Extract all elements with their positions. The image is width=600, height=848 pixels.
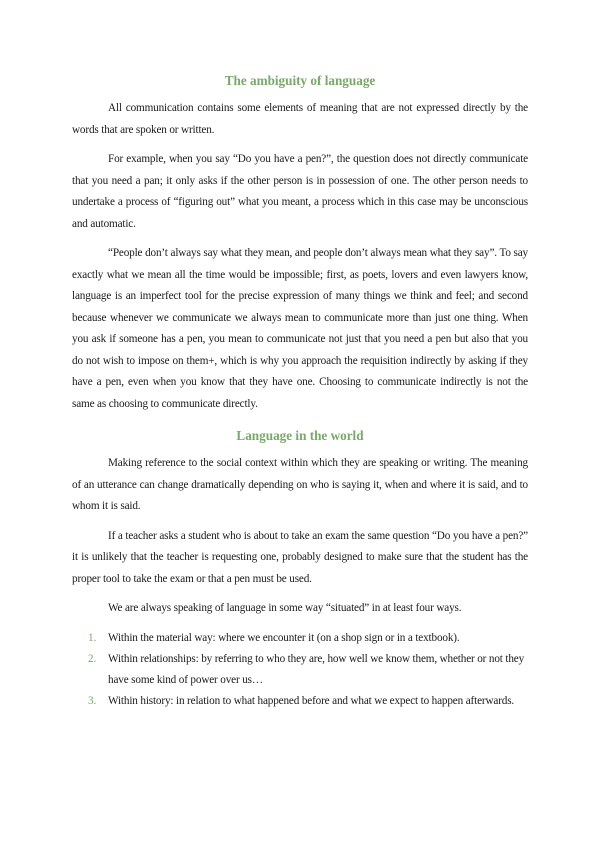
list-item-text: Within history: in relation to what happened before and what we expect to happen afterwards.: [108, 695, 515, 707]
paragraph-1: All communication contains some elements of meaning that are not expressed directly by the words that are spoken or written.: [72, 102, 528, 136]
paragraph-4: Making reference to the social context within which they are speaking or writing. The meaning of an utterance can change dramatically depending on who is saying it, when and where it is said, and to whom it is said.: [72, 457, 528, 512]
paragraph-3: “People don’t always say what they mean, and people don’t always mean what they say”. To say exactly what we mean all the time would be impossible; first, as poets, lovers and even lawyers know, language is an imperfect tool for the precise expression of many things we think and feel; and second because whenever we communicate we always mean to communicate more than just one thing. When you ask if someone has a pen, you mean to communicate not just that you need a pen but also that you do not wish to impose on them+, which is why you approach the requisition indirectly by asking if they have a pen, even when you know that they have one. Choosing to communicate indirectly is not the same as choosing to communicate directly.: [72, 247, 528, 410]
numbered-list: [72, 628, 528, 712]
paragraph-5: If a teacher asks a student who is about to take an exam the same question “Do you have a pen?” it is unlikely that the teacher is requesting one, probably designed to make sure that the student has the proper tool to take the exam or that a pen must be used.: [72, 529, 528, 585]
list-item-number: 2.: [88, 653, 97, 665]
list-item: [72, 691, 528, 712]
list-item-number: 1.: [88, 631, 97, 644]
list-item-text: Within relationships: by referring to who they are, how well we know them, whether or not they have some kind of power over us…: [108, 653, 525, 686]
list-item: [72, 649, 528, 690]
list-item: [72, 628, 528, 649]
document-content: [72, 68, 528, 713]
list-item-number: 3.: [88, 695, 97, 707]
paragraph-2: For example, when you say “Do you have a pen?”, the question does not directly communicate that you need a pan; it only asks if the other person is in possession of one. The other person needs to undertake a process of “figuring out” what you meant, a process which in this case may be unconscious and automatic.: [72, 153, 528, 230]
document-title: The ambiguity of language: [224, 73, 376, 88]
paragraph-6: We are always speaking of language in some way “situated” in at least four ways.: [108, 602, 462, 614]
section-subtitle: Language in the world: [236, 428, 364, 443]
list-item-text: Within the material way: where we encounter it (on a shop sign or in a textbook).: [108, 631, 460, 644]
